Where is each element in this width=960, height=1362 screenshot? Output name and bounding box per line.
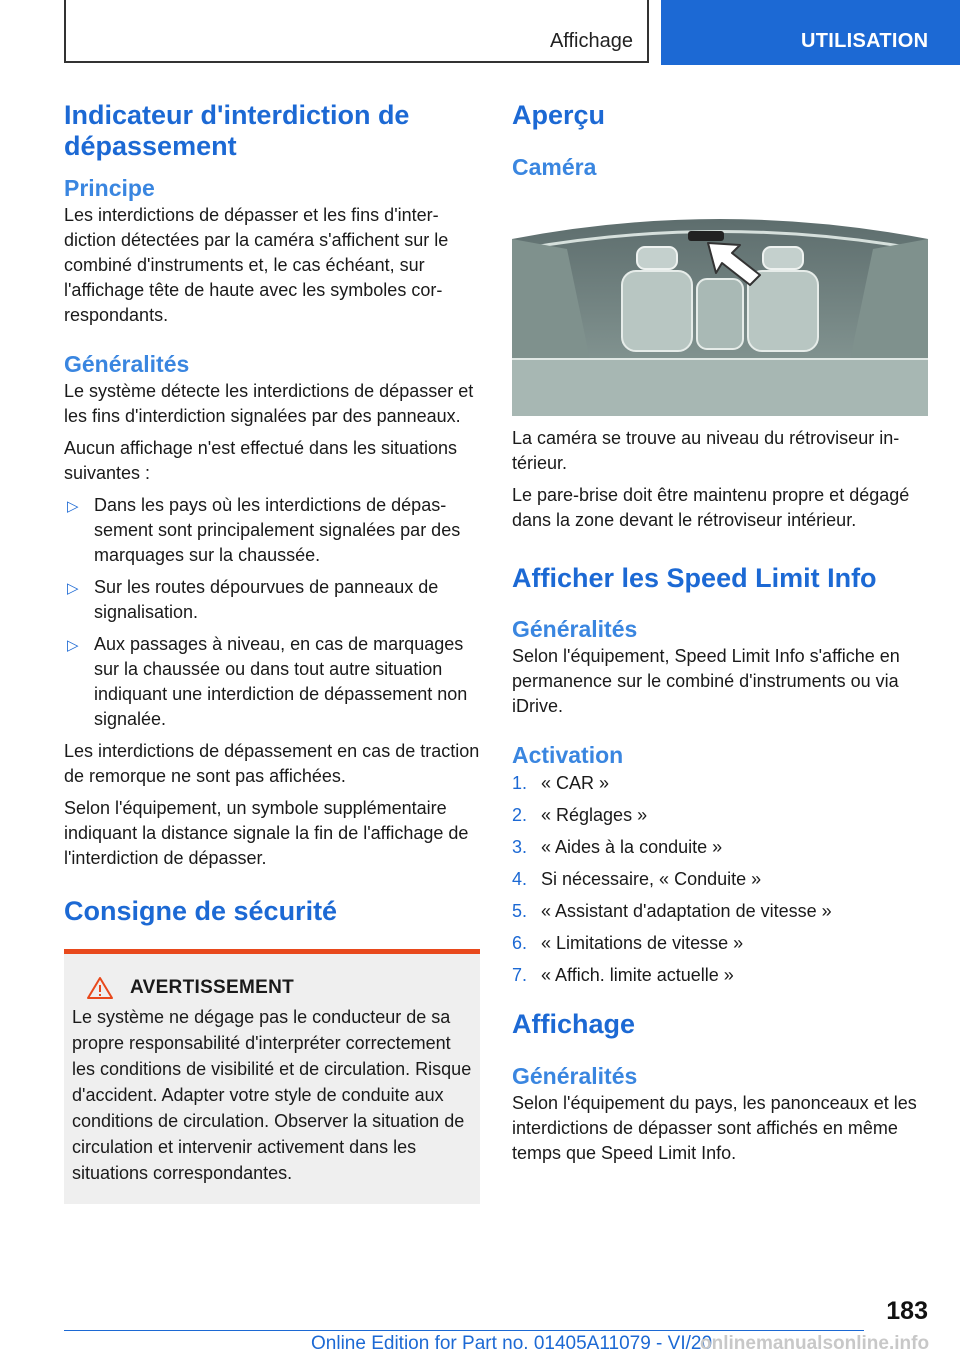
left-column <box>64 100 480 1204</box>
triangle-bullet-icon: ▷ <box>67 637 79 654</box>
generalites-paragraph-1: Le système détecte les interdictions de dépasser et les fins d'interdiction signalées par des panneaux. <box>64 381 474 426</box>
generalites-paragraph-4: Selon l'équipement, un symbole supplémentaire indiquant la distance signale la fin de l'affichage de l'interdiction de dépasser. <box>64 798 469 868</box>
right-column <box>512 100 932 1166</box>
heading-principe: Principe <box>64 175 155 201</box>
step-item: 6. « Limitations de vitesse » <box>512 933 744 953</box>
warning-text: Le système ne dégage pas le conducteur de sa propre responsabilité d'interpréter correctement les conditions de visibilité et de circulation. Risque d'accident. Adapter votre style de conduite aux conditions de circulation. Observer la situation de circulation et intervenir activement dans les situations correspondantes. <box>72 1007 472 1183</box>
list-item: ▷ Aux passages à niveau, en cas de marquages sur la chaussée ou dans tout autre situation indiquant une interdiction de dépassement non signalée. <box>67 634 468 729</box>
generalites-paragraph-2: Aucun affichage n'est effectué dans les situations suivantes : <box>64 438 458 483</box>
section-title-overtaking: Indicateur d'interdiction de dépassement <box>64 100 410 161</box>
warning-title: AVERTISSEMENT <box>130 977 295 998</box>
step-item: 3. « Aides à la conduite » <box>512 837 723 857</box>
section-title-apercu: Aperçu <box>512 100 606 130</box>
situations-list <box>64 493 480 732</box>
step-item: 2. « Réglages » <box>512 805 648 825</box>
heading-safety: Consigne de sécurité <box>64 896 338 926</box>
heading-activation: Activation <box>512 742 624 768</box>
list-item: ▷ Dans les pays où les interdictions de dépassement sont principalement signalées par des marquages sur la chaussée. <box>67 495 461 565</box>
footer-edition: Online Edition for Part no. 01405A11079 - VI/20 <box>311 1333 713 1354</box>
principe-text: Les interdictions de dépasser et les fins d'interdiction détectées par la caméra s'affichent sur le combiné d'instruments et, le cas échéant, sur l'affichage tête de haute avec les symboles correspondants. <box>64 205 449 325</box>
step-item: 4. Si nécessaire, « Conduite » <box>512 869 762 889</box>
page-number: 183 <box>886 1297 928 1325</box>
affichage-generalites-text: Selon l'équipement du pays, les panonceaux et les interdictions de dépasser sont affichés en même temps que Speed Limit Info. <box>512 1093 917 1163</box>
list-item: ▷ Sur les routes dépourvues de panneaux de signalisation. <box>67 577 439 622</box>
header-chapter-tab <box>661 0 960 65</box>
step-item: 7. « Affich. limite actuelle » <box>512 965 734 985</box>
step-item: 1. « CAR » <box>512 773 610 793</box>
triangle-bullet-icon: ▷ <box>67 498 79 515</box>
watermark: onlinemanualsonline.info <box>700 1333 930 1354</box>
heading-speed-generalites: Généralités <box>512 616 638 642</box>
header-section-label: Affichage <box>549 30 633 52</box>
warning-triangle-icon <box>86 976 114 1000</box>
camera-paragraph-2: Le pare-brise doit être maintenu propre et dégagé dans la zone devant le rétroviseur intérieur. <box>512 485 910 530</box>
header-chapter-label: UTILISATION <box>801 30 929 52</box>
generalites-paragraph-3: Les interdictions de dépassement en cas de traction de remorque ne sont pas affichées. <box>64 741 480 786</box>
footer-divider <box>64 1330 864 1331</box>
heading-affichage-generalites: Généralités <box>512 1063 638 1089</box>
heading-generalites: Généralités <box>64 351 190 377</box>
header-section-box <box>64 0 649 63</box>
section-title-affichage: Affichage <box>512 1009 636 1039</box>
warning-title-row <box>72 976 472 1000</box>
speed-generalites-text: Selon l'équipement, Speed Limit Info s'affiche en permanence sur le combiné d'instruments ou via iDrive. <box>512 646 900 716</box>
step-item: 5. « Assistant d'adaptation de vitesse » <box>512 901 832 921</box>
heading-camera: Caméra <box>512 154 597 180</box>
camera-paragraph-1: La caméra se trouve au niveau du rétroviseur intérieur. <box>512 428 900 473</box>
camera-location-illustration <box>512 209 928 416</box>
triangle-bullet-icon: ▷ <box>67 580 79 597</box>
section-title-speed-limit: Afficher les Speed Limit Info <box>512 563 877 593</box>
activation-steps <box>512 771 932 988</box>
warning-box <box>64 949 480 1204</box>
